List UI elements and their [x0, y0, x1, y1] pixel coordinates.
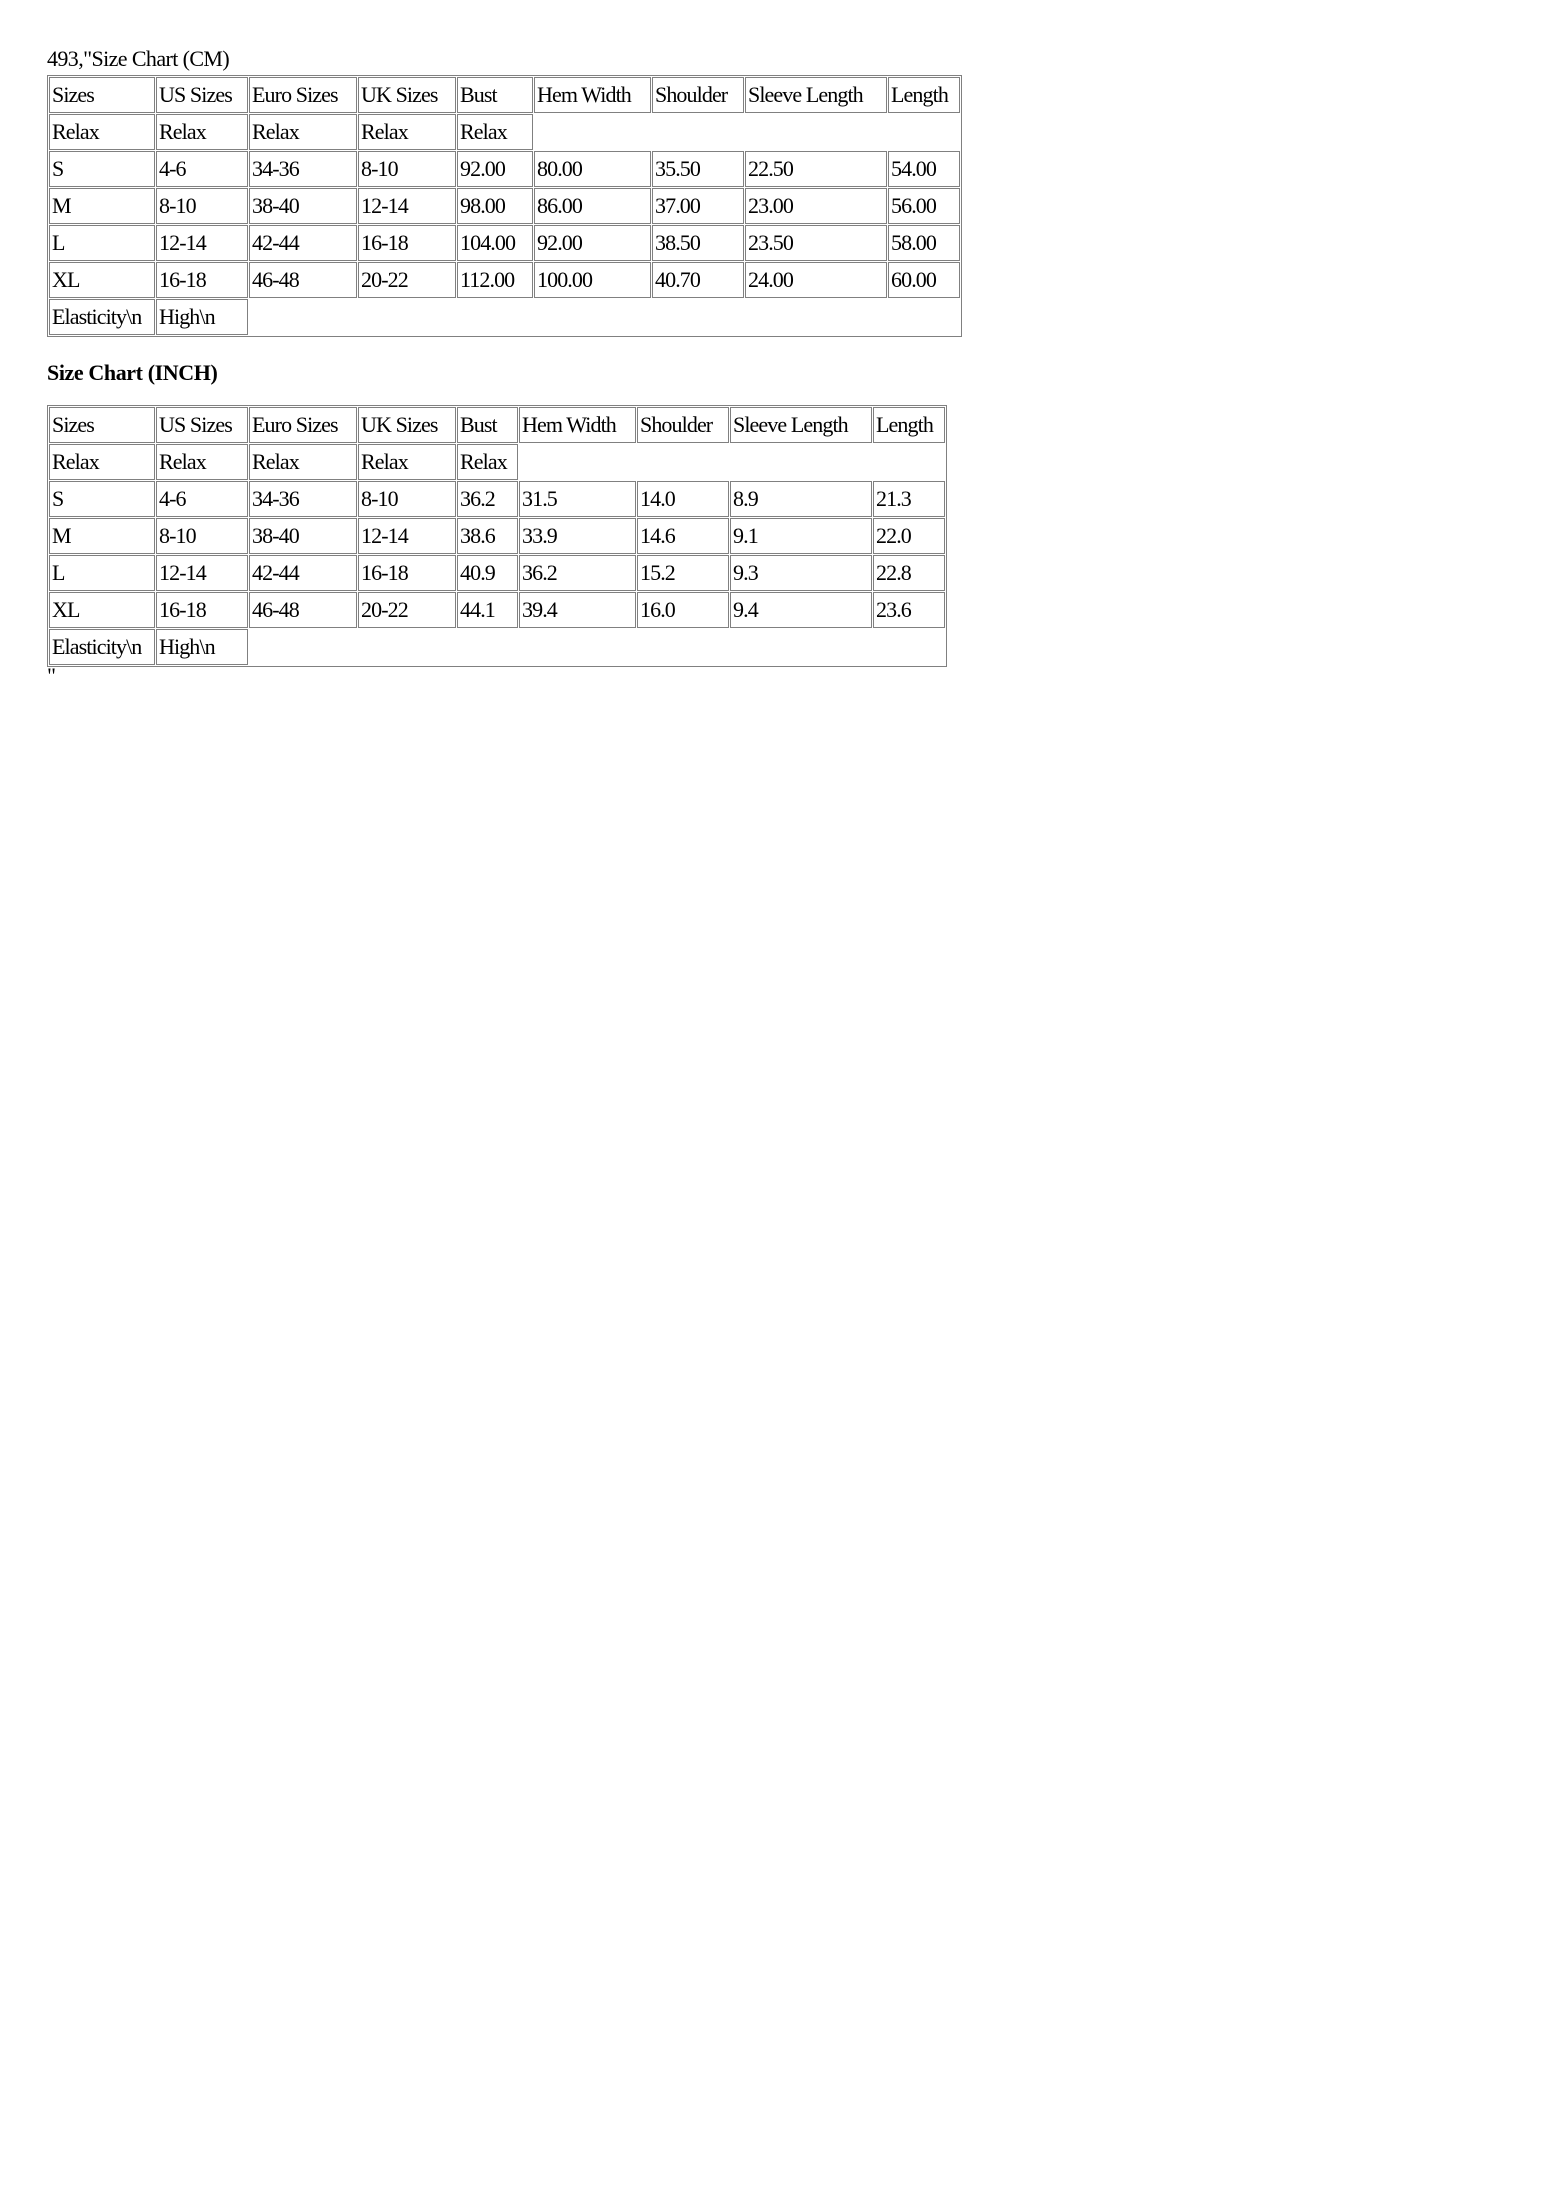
elasticity-row	[49, 299, 960, 335]
empty-cell	[534, 299, 651, 335]
document-page	[47, 45, 1047, 688]
table-cell: 92.00	[534, 225, 651, 261]
table-cell: 14.0	[637, 481, 729, 517]
table-cell: 8-10	[156, 188, 248, 224]
table-cell: Length	[873, 407, 945, 443]
empty-cell	[249, 629, 357, 665]
table-cell: High\n	[156, 629, 248, 665]
empty-cell	[457, 299, 533, 335]
table-cell: Bust	[457, 77, 533, 113]
table-cell: 16.0	[637, 592, 729, 628]
empty-cell	[745, 114, 887, 150]
table-cell: 24.00	[745, 262, 887, 298]
closing-quote: "	[47, 663, 56, 688]
table-cell: 4-6	[156, 151, 248, 187]
table-cell: Relax	[49, 114, 155, 150]
table-cell: 80.00	[534, 151, 651, 187]
table-cell: Hem Width	[534, 77, 651, 113]
table-cell: 38-40	[249, 188, 357, 224]
table-row	[49, 481, 945, 517]
empty-cell	[519, 629, 636, 665]
table-cell: 44.1	[457, 592, 518, 628]
table-cell: XL	[49, 592, 155, 628]
table-cell: 16-18	[358, 225, 456, 261]
table-cell: 38.6	[457, 518, 518, 554]
table-cell: 20-22	[358, 592, 456, 628]
table-cell: Shoulder	[637, 407, 729, 443]
table-row	[49, 518, 945, 554]
table-cell: Sleeve Length	[745, 77, 887, 113]
elasticity-row	[49, 629, 945, 665]
table-cell: M	[49, 188, 155, 224]
inch-size-table	[47, 405, 947, 667]
table-cell: UK Sizes	[358, 407, 456, 443]
table-cell: 46-48	[249, 592, 357, 628]
table-cell: 4-6	[156, 481, 248, 517]
table-row	[49, 151, 960, 187]
table-cell: 98.00	[457, 188, 533, 224]
empty-cell	[534, 114, 651, 150]
table-row	[49, 555, 945, 591]
empty-cell	[873, 444, 945, 480]
table-cell: 9.4	[730, 592, 872, 628]
table-cell: 33.9	[519, 518, 636, 554]
table-cell: 100.00	[534, 262, 651, 298]
empty-cell	[745, 299, 887, 335]
table-cell: 23.50	[745, 225, 887, 261]
table-cell: Relax	[156, 444, 248, 480]
table-cell: 34-36	[249, 151, 357, 187]
table-cell: Relax	[249, 114, 357, 150]
table-cell: 36.2	[457, 481, 518, 517]
table-row	[49, 225, 960, 261]
table-cell: 16-18	[156, 592, 248, 628]
table-cell: 40.70	[652, 262, 744, 298]
table-cell: Relax	[249, 444, 357, 480]
table-cell: 54.00	[888, 151, 960, 187]
table-cell: 8.9	[730, 481, 872, 517]
table-cell: US Sizes	[156, 407, 248, 443]
table-cell: 16-18	[358, 555, 456, 591]
table-cell: 22.50	[745, 151, 887, 187]
empty-cell	[358, 299, 456, 335]
table-cell: Relax	[457, 114, 533, 150]
header-row	[49, 407, 945, 443]
table-cell: High\n	[156, 299, 248, 335]
table-cell: 37.00	[652, 188, 744, 224]
table-cell: Elasticity\n	[49, 299, 155, 335]
table-cell: 20-22	[358, 262, 456, 298]
empty-cell	[457, 629, 518, 665]
table-cell: 42-44	[249, 555, 357, 591]
table-cell: 39.4	[519, 592, 636, 628]
table-cell: 40.9	[457, 555, 518, 591]
table-row	[49, 262, 960, 298]
table-cell: L	[49, 225, 155, 261]
table-cell: 12-14	[358, 518, 456, 554]
table-cell: Length	[888, 77, 960, 113]
table-cell: Sizes	[49, 407, 155, 443]
empty-cell	[652, 299, 744, 335]
empty-cell	[873, 629, 945, 665]
table-cell: Euro Sizes	[249, 407, 357, 443]
empty-cell	[637, 444, 729, 480]
table-cell: 42-44	[249, 225, 357, 261]
table-cell: Relax	[156, 114, 248, 150]
table-cell: Bust	[457, 407, 518, 443]
table-cell: L	[49, 555, 155, 591]
table-cell: 46-48	[249, 262, 357, 298]
empty-cell	[888, 299, 960, 335]
table-cell: 35.50	[652, 151, 744, 187]
table-cell: 36.2	[519, 555, 636, 591]
table-cell: 23.6	[873, 592, 945, 628]
empty-cell	[249, 299, 357, 335]
table-cell: 9.3	[730, 555, 872, 591]
table-cell: M	[49, 518, 155, 554]
table-cell: 34-36	[249, 481, 357, 517]
table-cell: 38-40	[249, 518, 357, 554]
table-cell: Hem Width	[519, 407, 636, 443]
table-cell: Relax	[358, 114, 456, 150]
empty-cell	[652, 114, 744, 150]
table-cell: 60.00	[888, 262, 960, 298]
empty-cell	[730, 444, 872, 480]
table-cell: 15.2	[637, 555, 729, 591]
relax-row	[49, 114, 960, 150]
table-cell: Sizes	[49, 77, 155, 113]
cm-size-table	[47, 75, 962, 337]
empty-cell	[519, 444, 636, 480]
header-row	[49, 77, 960, 113]
table-cell: S	[49, 481, 155, 517]
table-cell: 104.00	[457, 225, 533, 261]
empty-cell	[358, 629, 456, 665]
table-cell: 8-10	[156, 518, 248, 554]
table-cell: 86.00	[534, 188, 651, 224]
table-cell: 92.00	[457, 151, 533, 187]
table-cell: 16-18	[156, 262, 248, 298]
inch-chart-heading: Size Chart (INCH)	[47, 360, 218, 385]
table-cell: 8-10	[358, 151, 456, 187]
empty-cell	[637, 629, 729, 665]
table-cell: 8-10	[358, 481, 456, 517]
cm-chart-title: 493,"Size Chart (CM)	[47, 46, 230, 71]
empty-cell	[888, 114, 960, 150]
table-cell: 12-14	[358, 188, 456, 224]
table-cell: US Sizes	[156, 77, 248, 113]
table-cell: 12-14	[156, 555, 248, 591]
table-cell: 58.00	[888, 225, 960, 261]
table-cell: XL	[49, 262, 155, 298]
table-cell: Relax	[457, 444, 518, 480]
table-row	[49, 188, 960, 224]
table-cell: Euro Sizes	[249, 77, 357, 113]
table-cell: 22.8	[873, 555, 945, 591]
table-cell: S	[49, 151, 155, 187]
empty-cell	[730, 629, 872, 665]
table-cell: 9.1	[730, 518, 872, 554]
table-cell: 14.6	[637, 518, 729, 554]
relax-row	[49, 444, 945, 480]
table-cell: 56.00	[888, 188, 960, 224]
table-cell: Relax	[49, 444, 155, 480]
table-cell: Shoulder	[652, 77, 744, 113]
table-cell: 12-14	[156, 225, 248, 261]
table-cell: Sleeve Length	[730, 407, 872, 443]
table-cell: 22.0	[873, 518, 945, 554]
table-cell: 23.00	[745, 188, 887, 224]
table-cell: 112.00	[457, 262, 533, 298]
table-cell: 21.3	[873, 481, 945, 517]
table-cell: UK Sizes	[358, 77, 456, 113]
table-cell: Elasticity\n	[49, 629, 155, 665]
table-cell: 31.5	[519, 481, 636, 517]
table-row	[49, 592, 945, 628]
table-cell: Relax	[358, 444, 456, 480]
table-cell: 38.50	[652, 225, 744, 261]
